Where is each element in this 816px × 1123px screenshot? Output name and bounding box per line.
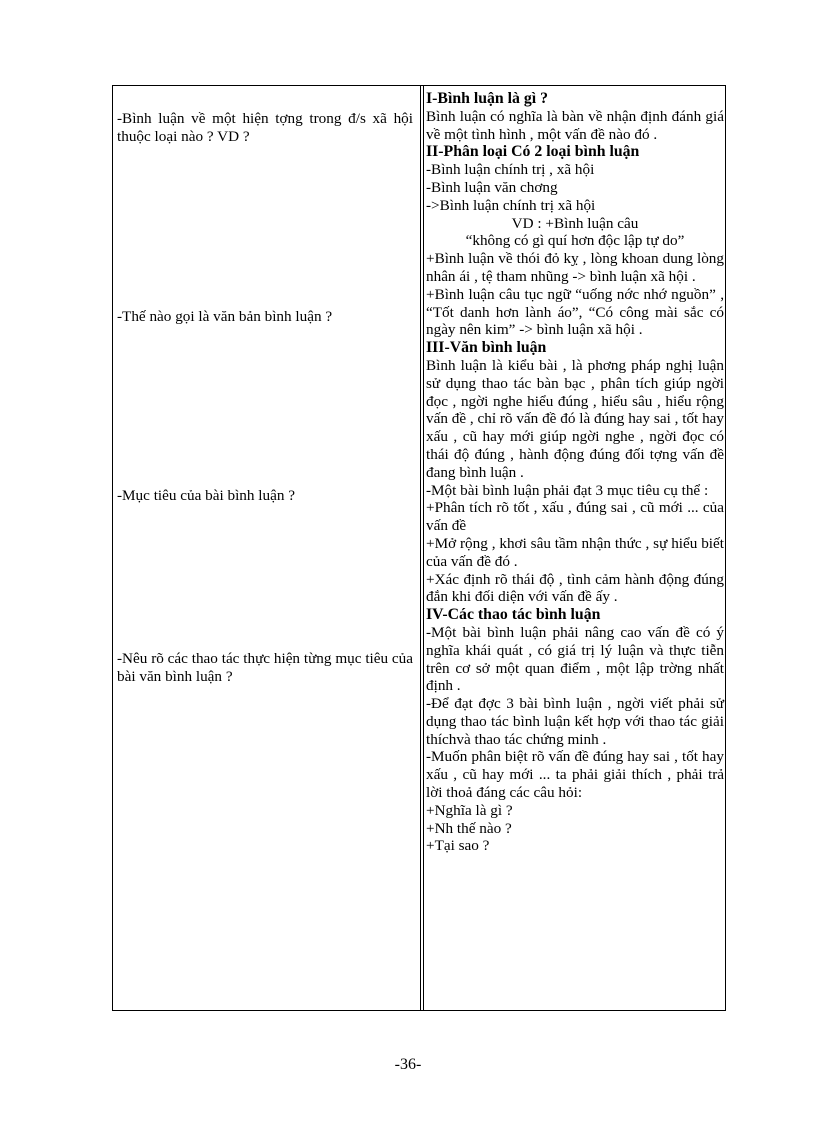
answer-text: +Bình luận về thói đỏ kỵ , lòng khoan dung lòng nhân ái , tệ tham nhũng -> bình luận xã hội . xyxy=(426,250,724,285)
page-number: -36- xyxy=(394,1056,422,1073)
answer-text: +Phân tích rõ tốt , xấu , đúng sai , cũ mới ... của vấn đề xyxy=(426,499,724,535)
answer-text: ->Bình luận chính trị xã hội xyxy=(426,196,596,214)
column-divider xyxy=(423,86,424,1010)
question-4: -Nêu rõ các thao tác thực hiện từng mục tiêu của bài văn bình luận ? xyxy=(117,650,413,685)
answer-text: Bình luận có nghĩa là bàn về nhận định đánh giá về một tình hình , một vấn đề nào đó . xyxy=(426,107,724,143)
answer-text: +Tại sao ? xyxy=(426,837,490,855)
question-3: -Mục tiêu của bài bình luận ? xyxy=(117,487,295,504)
answer-text: -Muốn phân biệt rõ vấn đề đúng hay sai , tốt hay xấu , cũ hay mới ... ta phải giải thích , phải trả lời thoả đáng các câu hỏi: xyxy=(426,748,724,802)
content-table xyxy=(112,85,726,1011)
answer-text: -Bình luận chính trị , xã hội xyxy=(426,161,595,179)
answer-text: +Mở rộng , khơi sâu tầm nhận thức , sự hiểu biết của vấn đề đó . xyxy=(426,534,724,570)
answer-text: “không có gì quí hơn độc lập tự do” xyxy=(465,232,685,250)
answer-text: +Xác định rõ thái độ , tình cảm hành động đúng đắn khi đối diện với vấn đề ấy . xyxy=(426,570,724,606)
answer-text: +Nghĩa là gì ? xyxy=(426,801,513,819)
question-2: -Thế nào gọi là văn bản bình luận ? xyxy=(117,308,333,325)
heading-3: III-Văn bình luận xyxy=(426,339,547,357)
answer-text: Bình luận là kiểu bài , là phơng pháp nghị luận sử dụng thao tác bàn bạc , phân tích giúp ngời đọc , ngời nghe hiểu đúng , hiểu sâu , hiểu rộng vấn đề , chỉ rõ vấn đề đó là đúng hay sai , tốt hay xấu , cũ hay mới giúp ngời nghe , ngời đọc có thái độ đúng , hành động đúng đối tợng vấn đề đang bình luận . xyxy=(426,356,724,481)
answer-text: -Để đạt đợc 3 bài bình luận , ngời viết phải sử dụng thao tác bình luận kết hợp với thao tác giải thíchvà thao tác chứng minh . xyxy=(426,695,724,748)
answer-text: -Một bài bình luận phải nâng cao vấn đề có ý nghĩa khái quát , có giá trị lý luận và thực tiễn trên cơ sở một quan điểm , một lập trờng nhất định . xyxy=(426,623,724,695)
column-divider xyxy=(420,86,421,1010)
heading-4: IV-Các thao tác bình luận xyxy=(426,606,601,624)
answer-column xyxy=(426,90,724,855)
answer-text: VD : +Bình luận câu xyxy=(511,214,639,232)
heading-2: II-Phân loại Có 2 loại bình luận xyxy=(426,143,640,161)
question-1: -Bình luận về một hiện tợng trong đ/s xã hội thuộc loại nào ? VD ? xyxy=(117,110,413,145)
answer-text: -Bình luận văn chơng xyxy=(426,178,558,196)
answer-text: +Bình luận câu tục ngữ “uống nớc nhớ nguồn” , “Tốt danh hơn lành áo”, “Có công mài sắc có ngày nên kim” -> bình luận xã hội . xyxy=(426,285,724,339)
heading-1: I-Bình luận là gì ? xyxy=(426,90,549,107)
answer-text: +Nh thế nào ? xyxy=(426,819,512,837)
answer-text: -Một bài bình luận phải đạt 3 mục tiêu cụ thể : xyxy=(426,481,709,499)
